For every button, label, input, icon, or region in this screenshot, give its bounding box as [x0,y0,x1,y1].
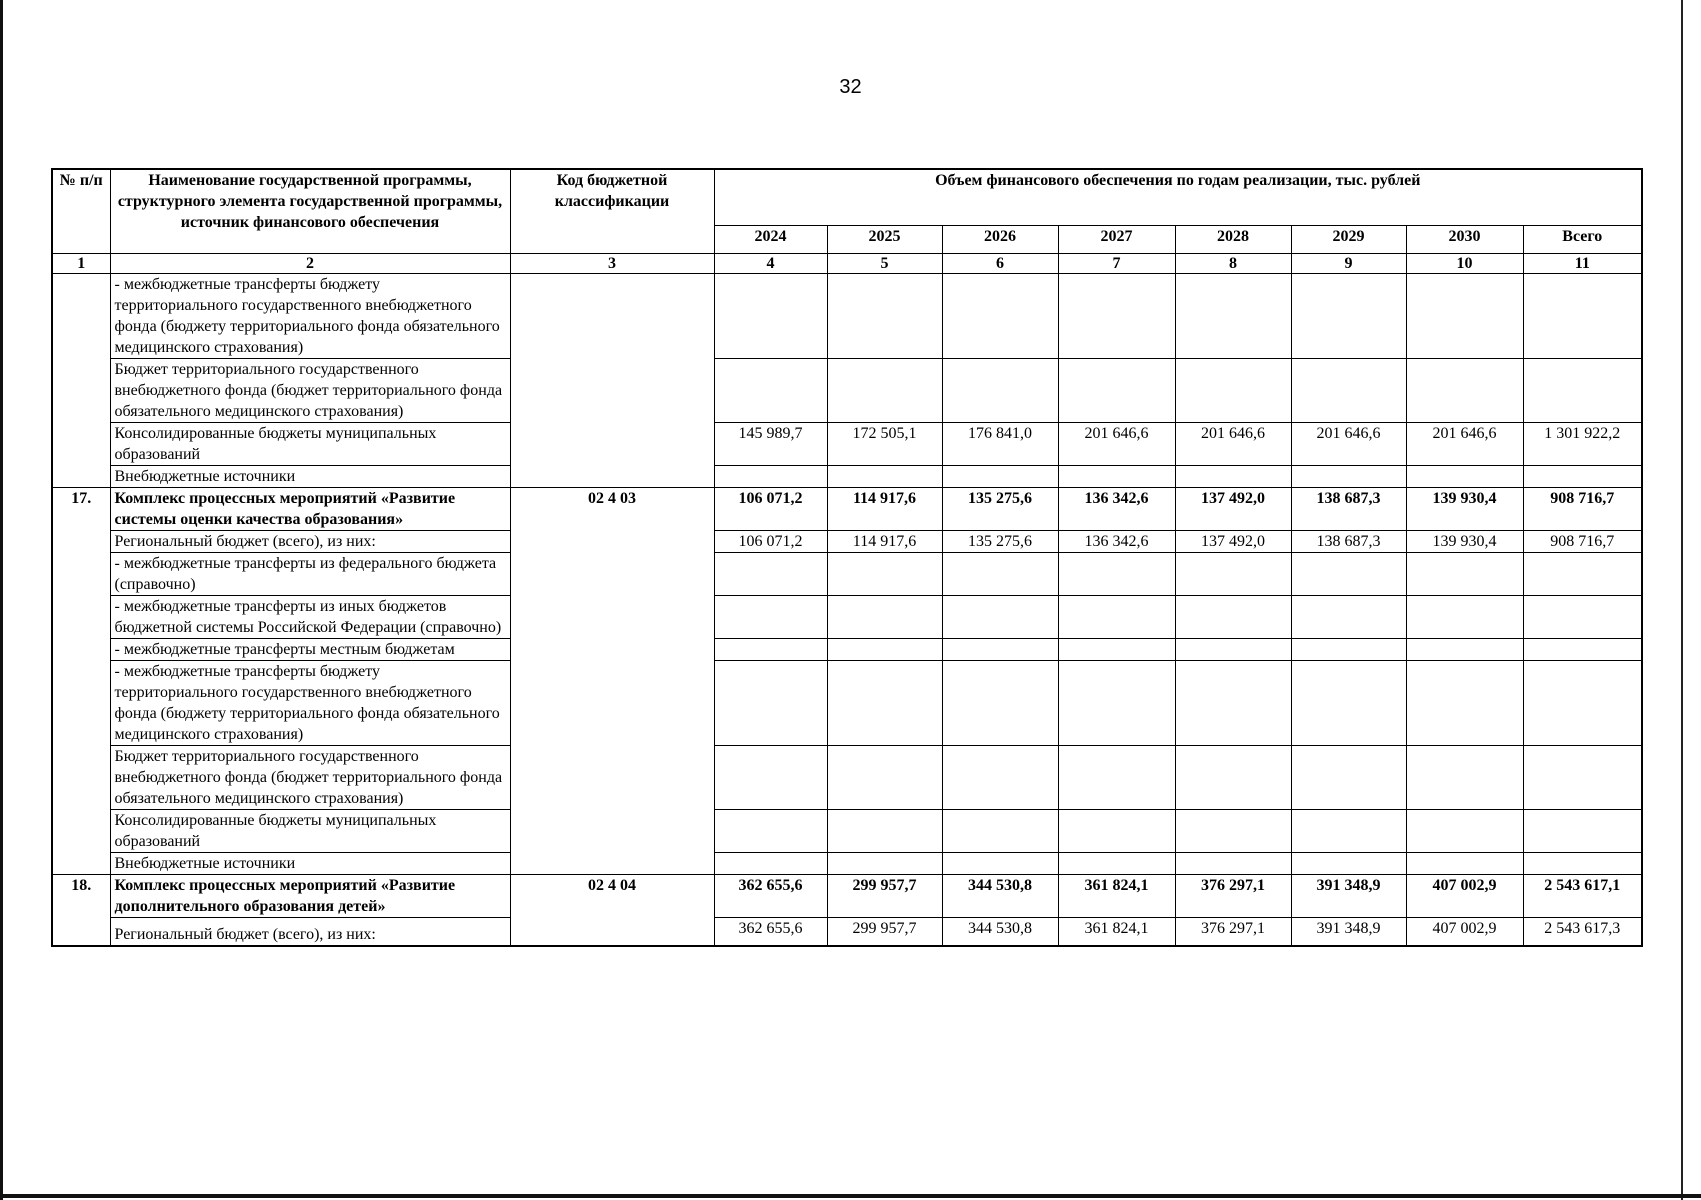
value-cell: 145 989,7 [714,422,827,465]
value-cell: 135 275,6 [942,487,1058,530]
value-cell: 376 297,1 [1175,874,1291,917]
total-cell: 2 543 617,3 [1523,917,1642,946]
value-cell [1058,552,1175,595]
total-cell [1523,358,1642,422]
value-cell [1406,809,1523,852]
value-cell [827,358,942,422]
value-cell: 201 646,6 [1058,422,1175,465]
value-cell [827,552,942,595]
header-total: Всего [1523,225,1642,253]
column-number: 3 [510,253,714,273]
value-cell: 201 646,6 [1406,422,1523,465]
value-cell [1291,809,1406,852]
row-number: 17. [52,487,110,874]
value-cell [942,660,1058,745]
value-cell [942,638,1058,660]
total-cell: 1 301 922,2 [1523,422,1642,465]
value-cell [942,595,1058,638]
total-cell [1523,809,1642,852]
row-name: - межбюджетные трансферты из федерального бюджета (справочно) [110,552,510,595]
value-cell [1291,552,1406,595]
value-cell [1291,638,1406,660]
value-cell [942,273,1058,358]
table-row [52,745,1642,809]
table-row [52,660,1642,745]
budget-code: 02 4 04 [510,874,714,946]
value-cell [942,809,1058,852]
header-year: 2026 [942,225,1058,253]
value-cell: 114 917,6 [827,530,942,552]
header-code: Код бюджетной классификации [510,169,714,253]
total-cell [1523,552,1642,595]
value-cell [827,809,942,852]
value-cell [1406,660,1523,745]
value-cell [827,595,942,638]
value-cell [1406,273,1523,358]
value-cell: 362 655,6 [714,917,827,946]
total-cell [1523,852,1642,874]
value-cell [942,358,1058,422]
column-number: 8 [1175,253,1291,273]
value-cell [714,638,827,660]
budget-code: 02 4 03 [510,487,714,874]
value-cell [1058,595,1175,638]
page-right-edge [1681,0,1683,1200]
value-cell [1058,638,1175,660]
value-cell: 136 342,6 [1058,487,1175,530]
value-cell [1406,595,1523,638]
value-cell: 362 655,6 [714,874,827,917]
value-cell: 176 841,0 [942,422,1058,465]
value-cell [1175,552,1291,595]
value-cell [1406,358,1523,422]
header-year: 2028 [1175,225,1291,253]
header-name: Наименование государственной программы, структурного элемента государственной программы, источник финансового обеспечения [110,169,510,253]
column-number: 5 [827,253,942,273]
financing-table [51,168,1643,947]
value-cell: 391 348,9 [1291,874,1406,917]
table-row [52,422,1642,465]
value-cell: 391 348,9 [1291,917,1406,946]
value-cell [827,638,942,660]
value-cell: 376 297,1 [1175,917,1291,946]
value-cell [1058,273,1175,358]
value-cell: 137 492,0 [1175,487,1291,530]
value-cell [1291,273,1406,358]
value-cell [1291,358,1406,422]
value-cell: 136 342,6 [1058,530,1175,552]
value-cell: 139 930,4 [1406,530,1523,552]
column-number: 11 [1523,253,1642,273]
total-cell [1523,465,1642,487]
value-cell: 201 646,6 [1291,422,1406,465]
value-cell [827,465,942,487]
value-cell [1175,638,1291,660]
value-cell: 407 002,9 [1406,874,1523,917]
value-cell [1058,745,1175,809]
value-cell: 138 687,3 [1291,487,1406,530]
row-name: Консолидированные бюджеты муниципальных образований [110,809,510,852]
value-cell [1175,595,1291,638]
value-cell: 344 530,8 [942,917,1058,946]
table-row [52,917,1642,946]
value-cell [714,552,827,595]
header-number: № п/п [52,169,110,253]
value-cell: 299 957,7 [827,917,942,946]
page-bottom-edge [0,1194,1701,1198]
value-cell [827,852,942,874]
value-cell [1175,809,1291,852]
table-row [52,852,1642,874]
total-cell [1523,660,1642,745]
total-cell: 908 716,7 [1523,487,1642,530]
total-cell [1523,638,1642,660]
row-name: Региональный бюджет (всего), из них: [110,917,510,946]
value-cell [714,852,827,874]
value-cell [714,358,827,422]
row-name: - межбюджетные трансферты местным бюджетам [110,638,510,660]
value-cell: 139 930,4 [1406,487,1523,530]
value-cell [1058,660,1175,745]
value-cell [1058,358,1175,422]
table-row [52,552,1642,595]
column-number: 6 [942,253,1058,273]
header-year: 2025 [827,225,942,253]
value-cell: 344 530,8 [942,874,1058,917]
row-number: 18. [52,874,110,946]
header-year: 2027 [1058,225,1175,253]
total-cell: 908 716,7 [1523,530,1642,552]
column-number: 10 [1406,253,1523,273]
table-row [52,809,1642,852]
table-row [52,465,1642,487]
column-number: 1 [52,253,110,273]
value-cell [1406,465,1523,487]
value-cell [1406,552,1523,595]
row-name: - межбюджетные трансферты из иных бюджетов бюджетной системы Российской Федерации (справочно) [110,595,510,638]
table-row [52,358,1642,422]
value-cell: 114 917,6 [827,487,942,530]
value-cell [1058,465,1175,487]
value-cell: 299 957,7 [827,874,942,917]
table-row [52,530,1642,552]
row-title: Комплекс процессных мероприятий «Развитие системы оценки качества образования» [110,487,510,530]
value-cell [714,745,827,809]
value-cell [1175,852,1291,874]
value-cell [1175,465,1291,487]
value-cell [714,809,827,852]
row-name: - межбюджетные трансферты бюджету территориального государственного внебюджетного фонда (бюджету территориального фонда обязательного медицинского страхования) [110,273,510,358]
column-number: 9 [1291,253,1406,273]
value-cell [1291,745,1406,809]
value-cell [1058,852,1175,874]
total-cell: 2 543 617,1 [1523,874,1642,917]
header-year: 2024 [714,225,827,253]
value-cell [714,595,827,638]
total-cell [1523,273,1642,358]
value-cell [714,273,827,358]
value-cell [942,465,1058,487]
header-year: 2030 [1406,225,1523,253]
value-cell [1058,809,1175,852]
value-cell: 361 824,1 [1058,874,1175,917]
value-cell [1406,745,1523,809]
value-cell [942,745,1058,809]
column-number: 2 [110,253,510,273]
table-row [52,874,1642,917]
total-cell [1523,595,1642,638]
value-cell [1406,852,1523,874]
value-cell: 172 505,1 [827,422,942,465]
row-name: Бюджет территориального государственного внебюджетного фонда (бюджет территориального фонда обязательного медицинского страхования) [110,358,510,422]
page-left-edge [0,0,3,1200]
value-cell [1175,660,1291,745]
value-cell: 137 492,0 [1175,530,1291,552]
value-cell [942,852,1058,874]
value-cell [1291,465,1406,487]
page-number: 32 [839,76,862,98]
value-cell [827,660,942,745]
value-cell [1291,660,1406,745]
value-cell [714,660,827,745]
value-cell [942,552,1058,595]
row-name: Консолидированные бюджеты муниципальных образований [110,422,510,465]
value-cell: 361 824,1 [1058,917,1175,946]
column-number: 7 [1058,253,1175,273]
row-name: Бюджет территориального государственного внебюджетного фонда (бюджет территориального фонда обязательного медицинского страхования) [110,745,510,809]
value-cell [1291,595,1406,638]
value-cell [827,745,942,809]
column-number: 4 [714,253,827,273]
row-title: Комплекс процессных мероприятий «Развитие дополнительного образования детей» [110,874,510,917]
value-cell [714,465,827,487]
total-cell [1523,745,1642,809]
header-year: 2029 [1291,225,1406,253]
table-row [52,273,1642,358]
value-cell [827,273,942,358]
value-cell: 138 687,3 [1291,530,1406,552]
value-cell [1291,852,1406,874]
table-row [52,595,1642,638]
value-cell: 106 071,2 [714,487,827,530]
value-cell [1175,358,1291,422]
value-cell: 201 646,6 [1175,422,1291,465]
code-cell-empty [510,273,714,487]
value-cell [1175,273,1291,358]
value-cell [1175,745,1291,809]
value-cell [1406,638,1523,660]
row-name: Региональный бюджет (всего), из них: [110,530,510,552]
row-name: Внебюджетные источники [110,465,510,487]
number-cell-empty [52,273,110,487]
row-name: - межбюджетные трансферты бюджету территориального государственного внебюджетного фонда (бюджету территориального фонда обязательного медицинского страхования) [110,660,510,745]
header-volume: Объем финансового обеспечения по годам реализации, тыс. рублей [714,169,1642,225]
table-row [52,487,1642,530]
table-row [52,638,1642,660]
value-cell: 106 071,2 [714,530,827,552]
row-name: Внебюджетные источники [110,852,510,874]
value-cell: 407 002,9 [1406,917,1523,946]
value-cell: 135 275,6 [942,530,1058,552]
